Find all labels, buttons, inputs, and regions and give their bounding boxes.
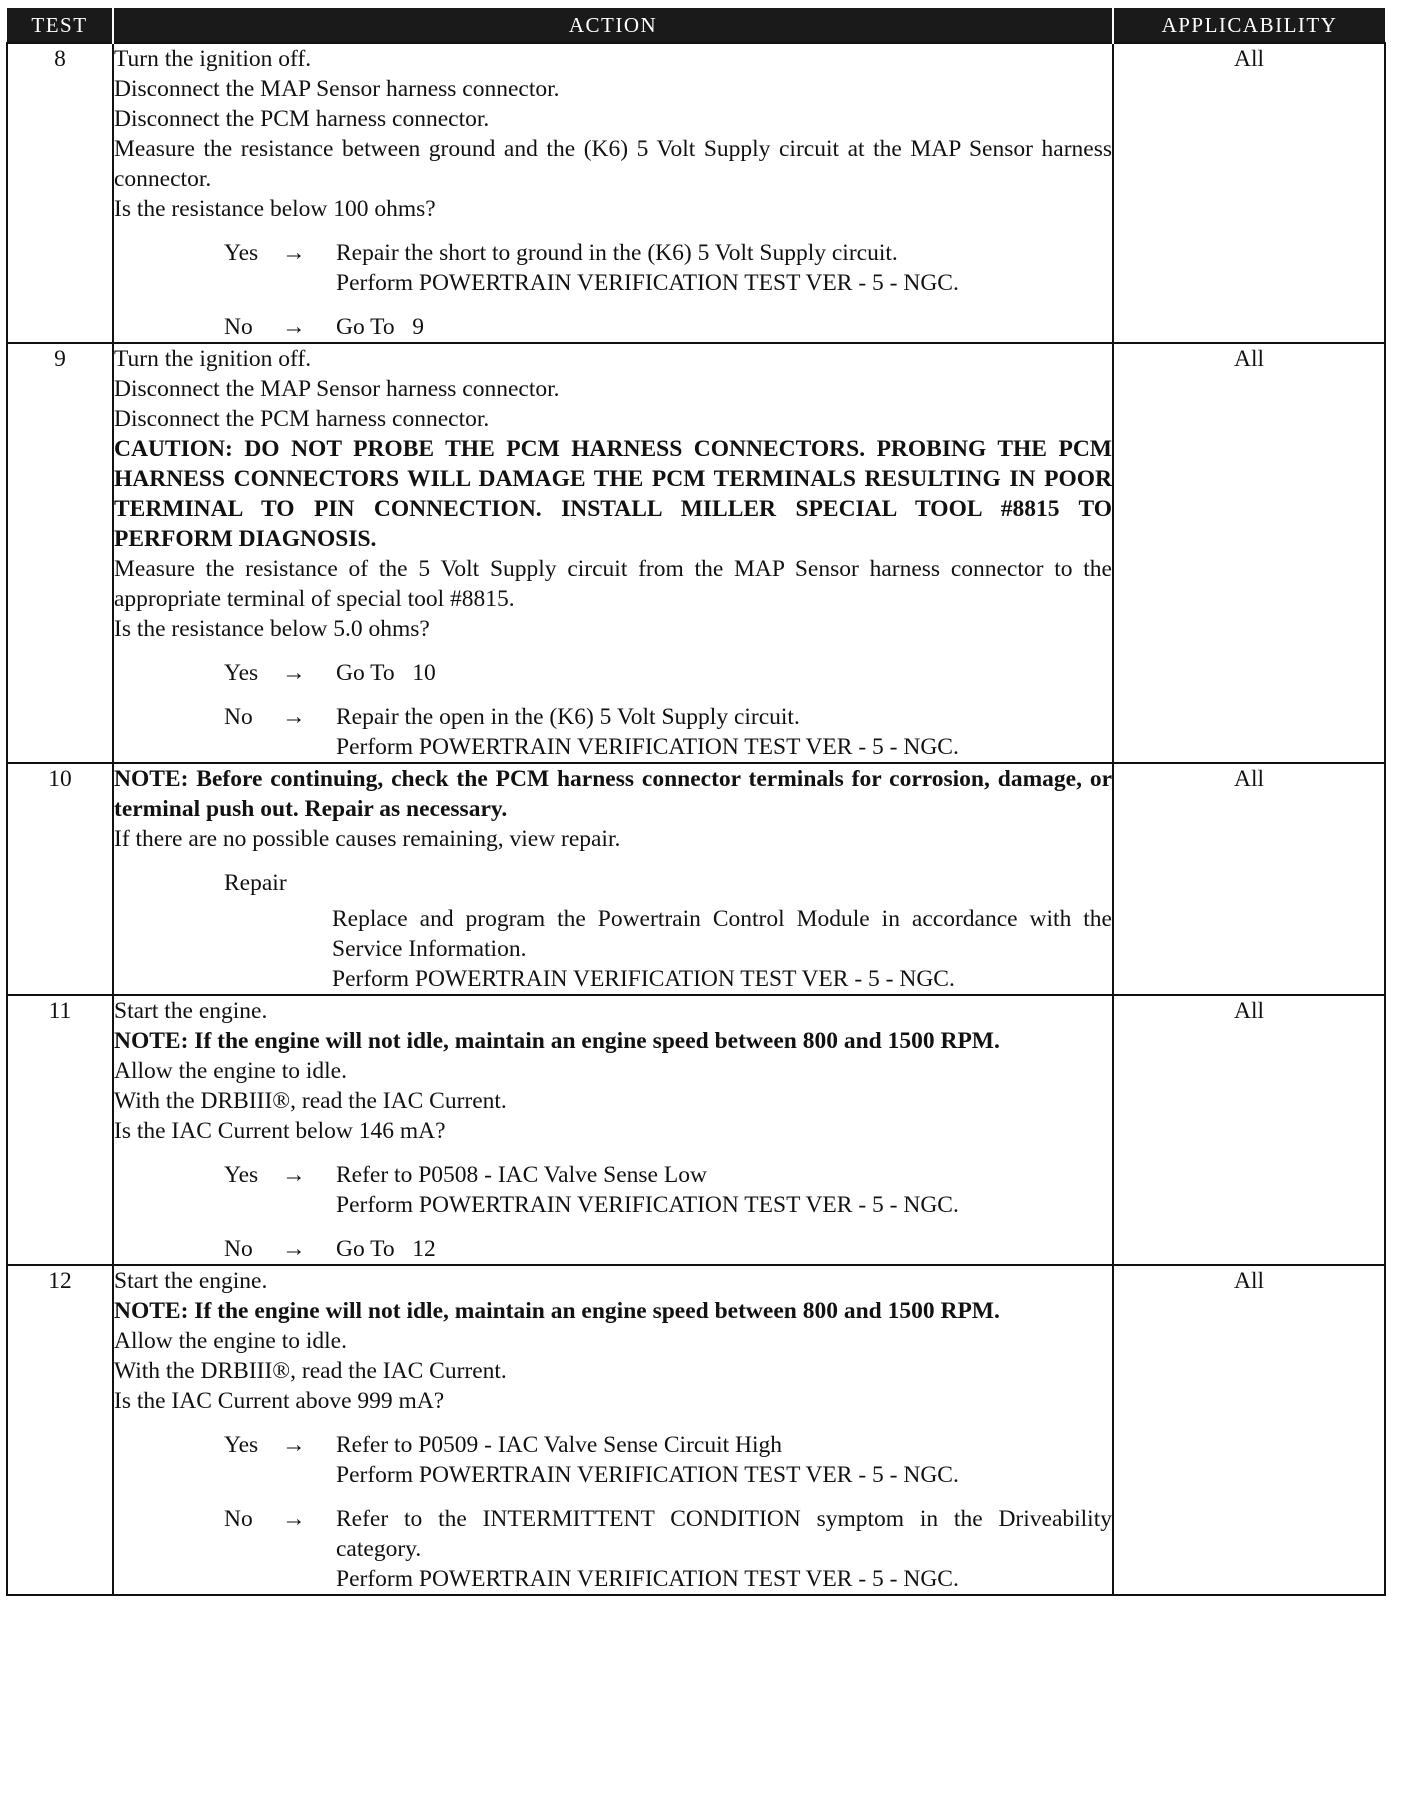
applicability-value: All bbox=[1113, 1265, 1385, 1595]
answer-branch bbox=[114, 1504, 1118, 1594]
repair-block bbox=[114, 868, 1112, 994]
instruction-line: Start the engine. bbox=[114, 1268, 268, 1294]
table-row bbox=[7, 343, 1385, 763]
table-row bbox=[7, 1265, 1385, 1595]
instruction-line: If there are no possible causes remaining, view repair. bbox=[114, 826, 621, 852]
arrow-icon: → bbox=[282, 314, 306, 340]
table-header-row bbox=[7, 8, 1385, 43]
answer-result: Go To 10 bbox=[336, 660, 436, 686]
instruction-line: Turn the ignition off. bbox=[114, 346, 312, 372]
applicability-value: All bbox=[1113, 43, 1385, 343]
answer-result: Repair the short to ground in the (K6) 5 Volt Supply circuit. bbox=[336, 240, 898, 266]
repair-label: Repair bbox=[224, 870, 287, 896]
answer-result: Repair the open in the (K6) 5 Volt Supply circuit. bbox=[336, 704, 800, 730]
arrow-icon: → bbox=[282, 1162, 306, 1188]
answer-result: Refer to P0509 - IAC Valve Sense Circuit High bbox=[336, 1432, 783, 1458]
arrow-icon: → bbox=[282, 704, 306, 730]
answer-result: Perform POWERTRAIN VERIFICATION TEST VER - 5 - NGC. bbox=[336, 1192, 959, 1218]
instruction-line: Measure the resistance between ground and the (K6) 5 Volt Supply circuit at the MAP Sensor harness connector. bbox=[114, 136, 1112, 192]
action-cell bbox=[113, 43, 1113, 343]
answer-result: Refer to P0508 - IAC Valve Sense Low bbox=[336, 1162, 707, 1188]
instruction-line: Disconnect the MAP Sensor harness connector. bbox=[114, 76, 560, 102]
answer-result: Go To 12 bbox=[336, 1236, 436, 1262]
answer-result: Perform POWERTRAIN VERIFICATION TEST VER - 5 - NGC. bbox=[336, 1462, 959, 1488]
instruction-line: With the DRBIII®, read the IAC Current. bbox=[114, 1358, 507, 1384]
instruction-line: Is the resistance below 100 ohms? bbox=[114, 196, 436, 222]
header-action: ACTION bbox=[113, 8, 1113, 43]
instruction-line: Measure the resistance of the 5 Volt Supply circuit from the MAP Sensor harness connector to the appropriate terminal of special tool #8815. bbox=[114, 556, 1112, 612]
test-number: 11 bbox=[7, 995, 113, 1265]
action-cell bbox=[113, 1265, 1118, 1595]
action-cell bbox=[113, 763, 1113, 995]
diagnostic-test-table bbox=[6, 8, 1386, 1596]
warning-note: CAUTION: DO NOT PROBE THE PCM HARNESS CONNECTORS. PROBING THE PCM HARNESS CONNECTORS WILL DAMAGE THE PCM TERMINALS RESULTING IN POOR TERMINAL TO PIN CONNECTION. INSTALL MILLER SPECIAL TOOL #8815 TO PERFORM DIAGNOSIS. bbox=[114, 436, 1112, 552]
warning-note: NOTE: Before continuing, check the PCM harness connector terminals for corrosion, damage, or terminal push out. Repair as necessary. bbox=[114, 766, 1112, 822]
instruction-line: Disconnect the MAP Sensor harness connector. bbox=[114, 376, 560, 402]
arrow-icon: → bbox=[282, 1506, 306, 1532]
instruction-line: Disconnect the PCM harness connector. bbox=[114, 106, 490, 132]
answer-result: Perform POWERTRAIN VERIFICATION TEST VER - 5 - NGC. bbox=[336, 1566, 959, 1592]
instruction-line: Start the engine. bbox=[114, 998, 268, 1024]
answer-branch bbox=[114, 658, 1112, 688]
instruction-line: Turn the ignition off. bbox=[114, 46, 312, 72]
header-applicability: APPLICABILITY bbox=[1113, 8, 1385, 43]
answer-label: No bbox=[224, 704, 253, 730]
action-cell bbox=[113, 343, 1113, 763]
answer-branch bbox=[114, 1430, 1112, 1490]
header-test: TEST bbox=[7, 8, 113, 43]
instruction-line: Allow the engine to idle. bbox=[114, 1058, 347, 1084]
table-row bbox=[7, 763, 1385, 995]
action-cell bbox=[113, 995, 1113, 1265]
answer-result: Perform POWERTRAIN VERIFICATION TEST VER - 5 - NGC. bbox=[336, 734, 959, 760]
answer-label: No bbox=[224, 1506, 253, 1532]
instruction-line: Disconnect the PCM harness connector. bbox=[114, 406, 490, 432]
answer-label: Yes bbox=[224, 1432, 259, 1458]
arrow-icon: → bbox=[282, 1236, 306, 1262]
answer-result: Go To 9 bbox=[336, 314, 425, 340]
applicability-value: All bbox=[1113, 763, 1385, 995]
table-row bbox=[7, 43, 1385, 343]
answer-branch bbox=[114, 238, 1112, 298]
instruction-line: Is the IAC Current above 999 mA? bbox=[114, 1388, 445, 1414]
table-row bbox=[7, 995, 1385, 1265]
instruction-line: Is the resistance below 5.0 ohms? bbox=[114, 616, 430, 642]
applicability-value: All bbox=[1113, 343, 1385, 763]
repair-line: Replace and program the Powertrain Control Module in accordance with the Service Information. bbox=[332, 906, 1112, 962]
answer-label: No bbox=[224, 314, 253, 340]
answer-label: No bbox=[224, 1236, 253, 1262]
instruction-line: Allow the engine to idle. bbox=[114, 1328, 347, 1354]
answer-branch bbox=[114, 1234, 1112, 1264]
warning-note: NOTE: If the engine will not idle, maintain an engine speed between 800 and 1500 RPM. bbox=[114, 1298, 1000, 1324]
answer-branch bbox=[114, 312, 1112, 342]
repair-line: Perform POWERTRAIN VERIFICATION TEST VER - 5 - NGC. bbox=[332, 966, 955, 992]
instruction-line: Is the IAC Current below 146 mA? bbox=[114, 1118, 446, 1144]
arrow-icon: → bbox=[282, 660, 306, 686]
test-number: 8 bbox=[7, 43, 113, 343]
applicability-value: All bbox=[1113, 995, 1385, 1265]
answer-result: Refer to the INTERMITTENT CONDITION symptom in the Driveability category. bbox=[336, 1506, 1118, 1562]
instruction-line: With the DRBIII®, read the IAC Current. bbox=[114, 1088, 507, 1114]
answer-label: Yes bbox=[224, 660, 259, 686]
arrow-icon: → bbox=[282, 1432, 306, 1458]
test-number: 9 bbox=[7, 343, 113, 763]
arrow-icon: → bbox=[282, 240, 306, 266]
answer-label: Yes bbox=[224, 1162, 259, 1188]
answer-branch bbox=[114, 702, 1112, 762]
repair-body bbox=[332, 904, 1112, 994]
answer-label: Yes bbox=[224, 240, 259, 266]
answer-branch bbox=[114, 1160, 1112, 1220]
test-number: 10 bbox=[7, 763, 113, 995]
test-number: 12 bbox=[7, 1265, 113, 1595]
answer-result: Perform POWERTRAIN VERIFICATION TEST VER - 5 - NGC. bbox=[336, 270, 959, 296]
warning-note: NOTE: If the engine will not idle, maintain an engine speed between 800 and 1500 RPM. bbox=[114, 1028, 1000, 1054]
table-body bbox=[7, 43, 1385, 1595]
